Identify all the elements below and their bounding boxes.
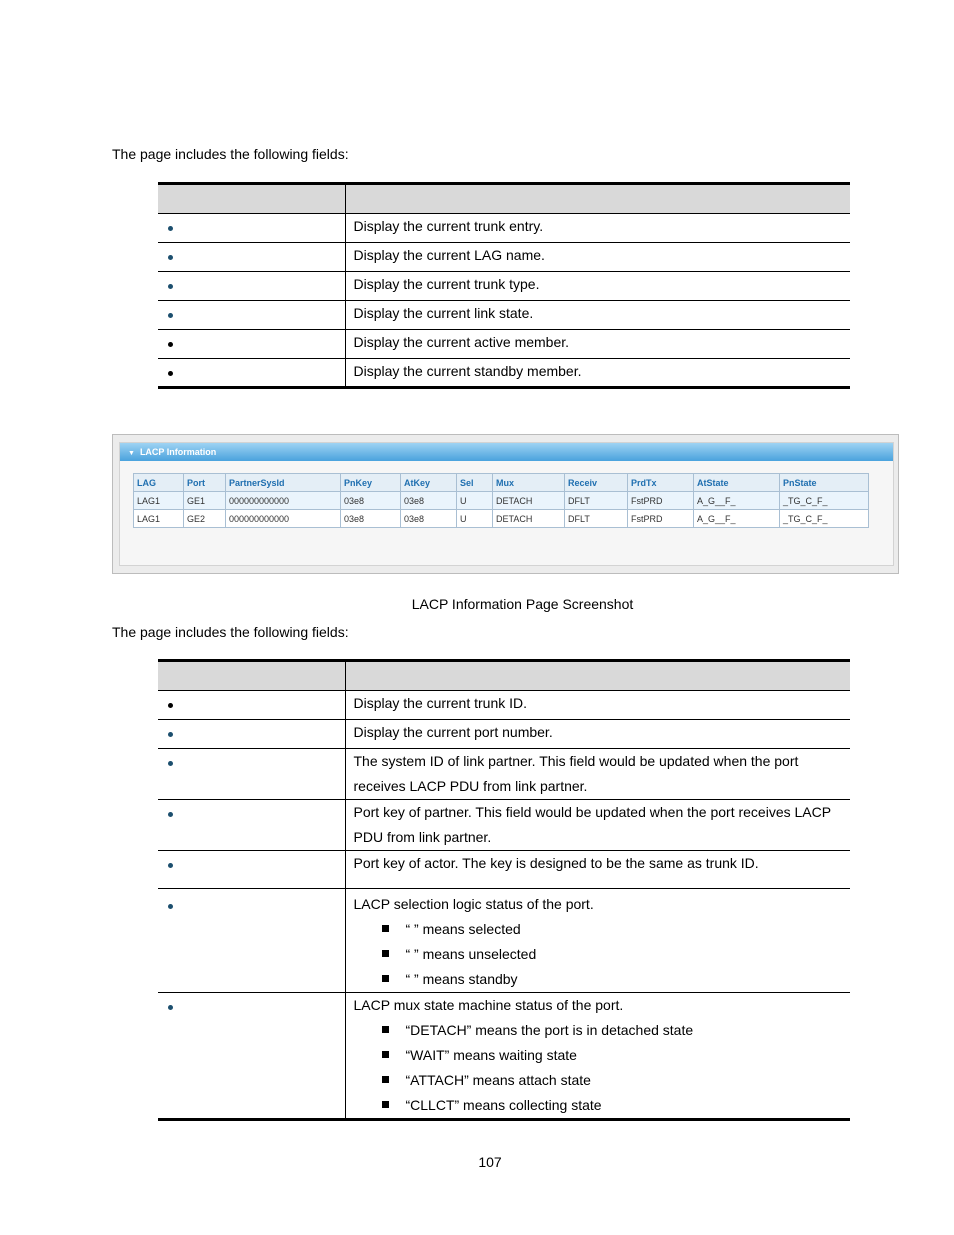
field-description: Display the current port number. (345, 720, 850, 749)
cell: LAG1 (134, 510, 184, 528)
cell: FstPRD (628, 510, 694, 528)
field-description: Port key of actor. The key is designed to be the same as trunk ID. (345, 851, 850, 889)
field-description: Display the current trunk entry. (345, 214, 850, 243)
cell: DETACH (493, 492, 565, 510)
col-header: LAG (134, 474, 184, 492)
cell: LAG1 (134, 492, 184, 510)
panel-header[interactable] (120, 443, 893, 461)
table-row (158, 691, 850, 720)
table-row (158, 800, 850, 851)
col-header: Sel (457, 474, 493, 492)
table-row (158, 243, 850, 272)
list-item: “DETACH” means the port is in detached state (382, 1018, 851, 1043)
cell: FstPRD (628, 492, 694, 510)
list-item: “CLLCT” means collecting state (382, 1093, 851, 1118)
cell: 03e8 (401, 510, 457, 528)
table-row (158, 889, 850, 993)
lacp-table (133, 473, 869, 528)
table-row (158, 301, 850, 330)
field-description: Display the current link state. (345, 301, 850, 330)
bullet-icon (168, 226, 173, 231)
bullet-icon (168, 313, 173, 318)
table-row (158, 359, 850, 388)
panel-title: LACP Information (139, 447, 217, 457)
table-row (158, 993, 850, 1120)
bullet-icon (168, 904, 173, 909)
cell: 000000000000 (226, 492, 341, 510)
cell: 03e8 (341, 510, 401, 528)
col-header: PnState (780, 474, 869, 492)
col-header: PnKey (341, 474, 401, 492)
table-header (158, 661, 850, 691)
bullet-icon (168, 761, 173, 766)
field-description: Display the current standby member. (345, 359, 850, 388)
col-header: Mux (493, 474, 565, 492)
cell: DFLT (565, 510, 628, 528)
cell: _TG_C_F_ (780, 492, 869, 510)
lacp-table-header (134, 474, 869, 492)
page-number: 107 (478, 1154, 502, 1170)
field-description: Display the current LAG name. (345, 243, 850, 272)
bullet-icon (168, 812, 173, 817)
bullet-icon (168, 1005, 173, 1010)
bullet-icon (168, 863, 173, 868)
bullet-icon (168, 371, 173, 376)
field-description: Display the current trunk ID. (345, 691, 850, 720)
list-item: “ATTACH” means attach state (382, 1068, 851, 1093)
cell: _TG_C_F_ (780, 510, 869, 528)
table-row (158, 851, 850, 889)
cell: U (457, 510, 493, 528)
lacp-table-row (134, 510, 869, 528)
intro-text-1: The page includes the following fields: (112, 146, 349, 162)
col-header: PartnerSysId (226, 474, 341, 492)
col-header: PrdTx (628, 474, 694, 492)
cell: U (457, 492, 493, 510)
bullet-icon (168, 255, 173, 260)
col-header: AtState (694, 474, 780, 492)
lacp-information-screenshot (112, 434, 899, 574)
field-description: LACP mux state machine status of the port. “DETACH” means the port is in detached state “WAIT” means waiting state “ATTACH” means attach state “CLLCT” means collecting state (345, 993, 850, 1120)
cell: 03e8 (341, 492, 401, 510)
cell: DFLT (565, 492, 628, 510)
bullet-icon (168, 284, 173, 289)
figure-caption: LACP Information Page Screenshot (411, 596, 634, 612)
list-item: “ ” means unselected (382, 942, 851, 967)
cell: A_G__F_ (694, 510, 780, 528)
cell: GE2 (184, 510, 226, 528)
table-row (158, 749, 850, 800)
table-row (158, 272, 850, 301)
field-description: Display the current trunk type. (345, 272, 850, 301)
cell: GE1 (184, 492, 226, 510)
lacp-table-row (134, 492, 869, 510)
col-header: Port (184, 474, 226, 492)
bullet-icon (168, 342, 173, 347)
cell: DETACH (493, 510, 565, 528)
fields-table-1 (158, 182, 850, 389)
field-description: LACP selection logic status of the port. “ ” means selected “ ” means unselected “ ” means standby (345, 889, 850, 993)
col-header: Receiv (565, 474, 628, 492)
fields-table-2 (158, 659, 850, 1121)
cell: 000000000000 (226, 510, 341, 528)
bullet-icon (168, 703, 173, 708)
table-row (158, 720, 850, 749)
list-item: “WAIT” means waiting state (382, 1043, 851, 1068)
cell: A_G__F_ (694, 492, 780, 510)
list-item: “ ” means standby (382, 967, 851, 992)
field-description: Display the current active member. (345, 330, 850, 359)
cell: 03e8 (401, 492, 457, 510)
field-description: The system ID of link partner. This field would be updated when the port receives LACP PDU from link partner. (345, 749, 850, 800)
table-header (158, 184, 850, 214)
table-row (158, 330, 850, 359)
intro-text-2: The page includes the following fields: (112, 624, 349, 640)
collapse-triangle-icon: ▼ (128, 450, 135, 457)
field-description: Port key of partner. This field would be updated when the port receives LACP PDU from link partner. (345, 800, 850, 851)
col-header: AtKey (401, 474, 457, 492)
list-item: “ ” means selected (382, 917, 851, 942)
bullet-icon (168, 732, 173, 737)
table-row (158, 214, 850, 243)
